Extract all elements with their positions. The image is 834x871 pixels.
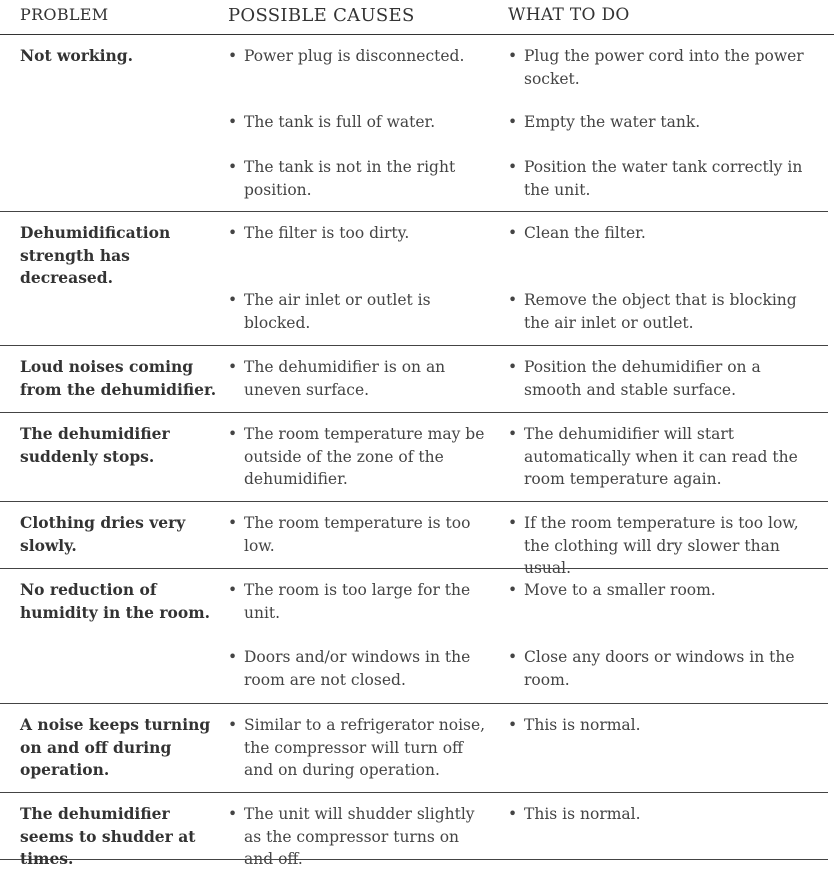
header-what-to-do: WHAT TO DO	[508, 5, 630, 25]
bullet: •	[508, 224, 518, 242]
cause-item: • The room temperature is too low.	[228, 514, 471, 555]
table-row	[0, 569, 828, 704]
todo-item: • This is normal.	[508, 714, 813, 737]
table-row	[0, 502, 828, 577]
todo-item: • Position the water tank correctly in the unit.	[508, 158, 803, 199]
todo-item: • Plug the power cord into the power socket.	[508, 47, 804, 88]
cause-item: • The tank is full of water.	[228, 111, 493, 134]
cause-item: • The filter is too dirty.	[228, 222, 493, 245]
bullet: •	[228, 224, 238, 242]
todo-item: • Move to a smaller room.	[508, 579, 813, 602]
todo-item: • Remove the object that is blocking the air inlet or outlet.	[508, 291, 797, 332]
problem-cell: Loud noises coming from the dehumidifier.	[20, 357, 217, 399]
cause-item: • The unit will shudder slightly as the compressor turns on and off.	[228, 805, 475, 868]
table-row	[0, 212, 828, 346]
table-row	[0, 704, 828, 793]
bullet: •	[228, 113, 238, 131]
problem-cell: The dehumidifier seems to shudder at times.	[20, 804, 196, 868]
problem-cell: No reduction of humidity in the room.	[20, 580, 210, 622]
bullet: •	[228, 291, 238, 309]
bullet: •	[228, 514, 238, 532]
todo-item: • Close any doors or windows in the room.	[508, 648, 795, 689]
todo-item: • The dehumidifier will start automatically when it can read the room temperature again.	[508, 425, 798, 488]
cause-item: • The tank is not in the right position.	[228, 158, 456, 199]
todo-item: • This is normal.	[508, 803, 813, 826]
bullet: •	[508, 514, 518, 532]
cause-item: • Similar to a refrigerator noise, the compressor will turn off and on during operation.	[228, 716, 486, 779]
bullet: •	[508, 358, 518, 376]
table-row	[0, 346, 828, 413]
bullet: •	[508, 113, 518, 131]
bullet: •	[228, 425, 238, 443]
bullet: •	[228, 805, 238, 823]
bullet: •	[508, 805, 518, 823]
table-row	[0, 413, 828, 502]
todo-item: • If the room temperature is too low, the clothing will dry slower than usual.	[508, 514, 799, 577]
cause-item: • The dehumidifier is on an uneven surface.	[228, 358, 446, 399]
table-row	[0, 793, 828, 868]
table-header	[0, 0, 834, 35]
problem-cell: A noise keeps turning on and off during operation.	[20, 715, 211, 779]
header-problem: PROBLEM	[20, 5, 109, 24]
bullet: •	[228, 158, 238, 176]
bullet: •	[508, 158, 518, 176]
problem-cell: Not working.	[20, 46, 134, 65]
bullet: •	[508, 291, 518, 309]
bullet: •	[228, 47, 238, 65]
problem-cell: The dehumidifier suddenly stops.	[20, 424, 170, 466]
header-possible-causes: POSSIBLE CAUSES	[228, 5, 415, 26]
bullet: •	[508, 648, 518, 666]
bullet: •	[228, 648, 238, 666]
cause-item: • Doors and/or windows in the room are not closed.	[228, 648, 471, 689]
problem-cell: Clothing dries very slowly.	[20, 513, 186, 555]
todo-item: • Empty the water tank.	[508, 111, 813, 134]
bullet: •	[228, 716, 238, 734]
bullet: •	[508, 581, 518, 599]
cause-item: • The room is too large for the unit.	[228, 581, 471, 622]
bullet: •	[508, 716, 518, 734]
table-row	[0, 35, 828, 212]
todo-item: • Clean the filter.	[508, 222, 813, 245]
todo-item: • Position the dehumidifier on a smooth and stable surface.	[508, 358, 761, 399]
cause-item: • The air inlet or outlet is blocked.	[228, 291, 431, 332]
bullet: •	[228, 358, 238, 376]
bullet: •	[228, 581, 238, 599]
cause-item: • Power plug is disconnected.	[228, 45, 493, 68]
cause-item: • The room temperature may be outside of the zone of the dehumidifier.	[228, 425, 485, 488]
problem-cell: Dehumidification strength has decreased.	[20, 223, 171, 287]
bullet: •	[508, 425, 518, 443]
bullet: •	[508, 47, 518, 65]
